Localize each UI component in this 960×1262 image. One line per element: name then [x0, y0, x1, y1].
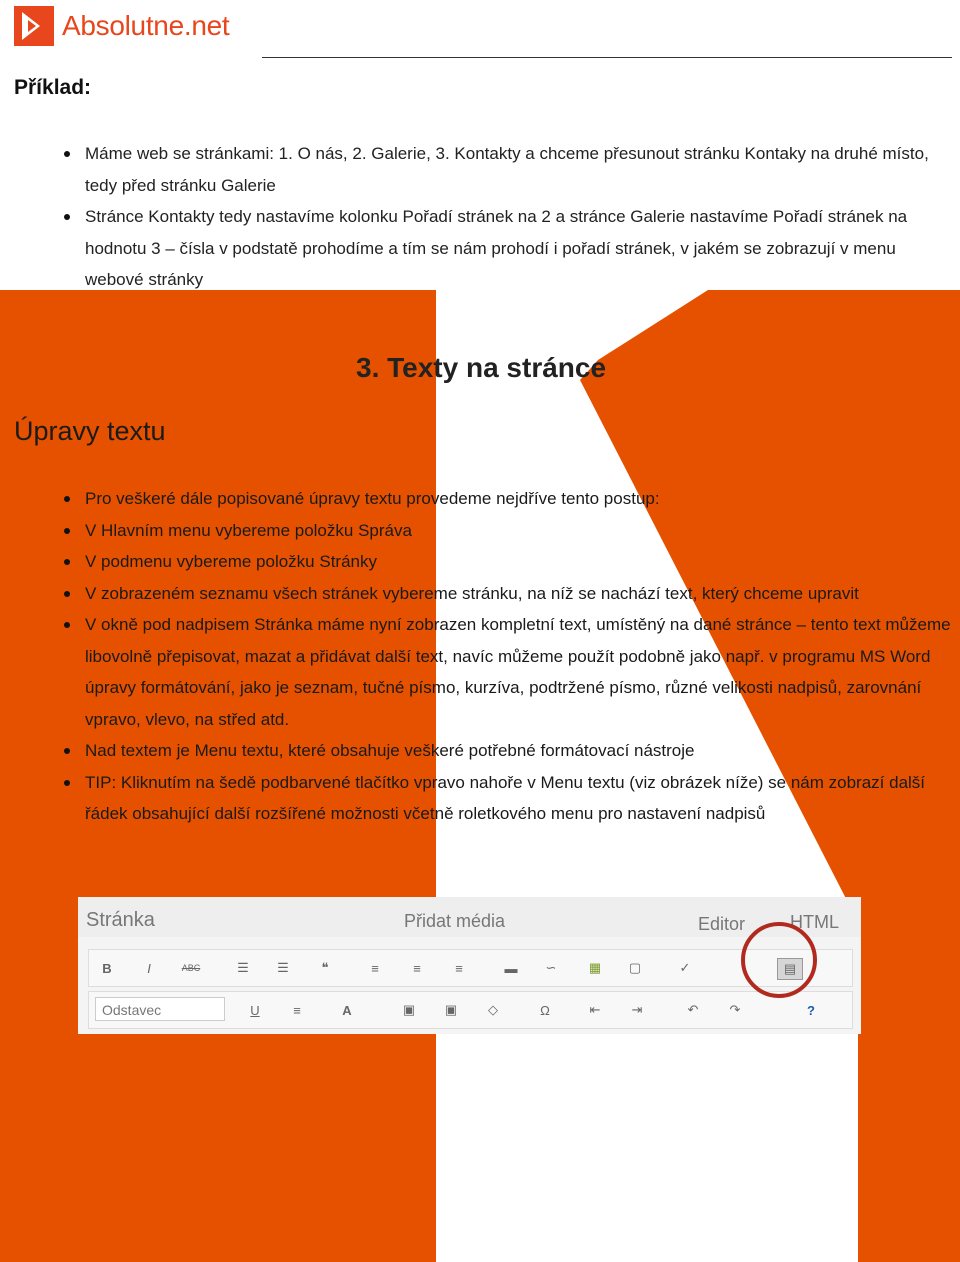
undo-icon[interactable]: ↶: [687, 1002, 699, 1017]
editor-tab[interactable]: Editor: [698, 914, 746, 934]
unlink-icon[interactable]: ∽: [545, 960, 557, 975]
html-tab[interactable]: HTML: [790, 912, 839, 932]
list-item: V zobrazeném seznamu všech stránek vybereme stránku, na níž se nachází text, který chceme upravit: [14, 578, 954, 610]
special-char-icon[interactable]: Ω: [540, 1002, 550, 1018]
add-media-button[interactable]: Přidat média: [404, 911, 506, 931]
italic-icon[interactable]: I: [147, 960, 151, 976]
highlight-circle: [741, 922, 817, 998]
list-item: V okně pod nadpisem Stránka máme nyní zobrazen kompletní text, umístěný na dané stránce – tento text můžeme libovolně přepisovat, mazat a přidávat další text, navíc můžeme použít podobně jako např. v programu MS Word úpravy formátování, jako je seznam, tučné písmo, kurzíva, podtržené písmo, různé velikosti nadpisů, zarovnání vpravo, vlevo, na střed atd.: [14, 609, 954, 735]
numbered-list-icon[interactable]: ☰: [277, 960, 289, 975]
text-editing-list: [14, 483, 954, 830]
justify-icon[interactable]: ≡: [293, 1002, 301, 1018]
blockquote-icon[interactable]: ❝: [321, 960, 329, 975]
editor-screenshot: [78, 897, 861, 1034]
example-heading: Příklad:: [14, 76, 92, 99]
align-center-icon[interactable]: ≡: [413, 960, 421, 976]
absolutne-logo-icon: [14, 6, 54, 46]
outdent-icon[interactable]: ⇤: [589, 1002, 601, 1017]
align-left-icon[interactable]: ≡: [371, 960, 379, 976]
brand-name: Absolutne.net: [62, 10, 230, 41]
paste-word-icon[interactable]: ▣: [444, 1002, 458, 1017]
header-rule: [262, 57, 952, 58]
remove-format-icon[interactable]: ◇: [488, 1002, 498, 1017]
list-item: V Hlavním menu vybereme položku Správa: [14, 515, 954, 547]
bold-icon[interactable]: B: [102, 960, 112, 976]
editor-page-label: Stránka: [86, 909, 155, 931]
section-number-title: 3. Texty na stránce: [356, 352, 607, 383]
strikethrough-icon[interactable]: ABC: [181, 963, 201, 973]
list-item: Máme web se stránkami: 1. O nás, 2. Galerie, 3. Kontakty a chceme přesunout stránku Kontaky na druhé místo, tedy před stránku Galerie: [14, 138, 954, 201]
help-icon[interactable]: ?: [807, 1002, 815, 1018]
format-select[interactable]: Odstavec: [95, 997, 225, 1021]
insert-more-icon[interactable]: ▦: [588, 960, 602, 975]
align-right-icon[interactable]: ≡: [455, 960, 463, 976]
list-item: Stránce Kontakty tedy nastavíme kolonku Pořadí stránek na 2 a stránce Galerie nastavíme Pořadí stránek na hodnotu 3 – čísla v podstatě prohodíme a tím se nám prohodí i pořadí stránek, v jakém se zobrazují v menu webové stránky: [14, 201, 954, 296]
indent-icon[interactable]: ⇥: [631, 1002, 643, 1017]
list-item: V podmenu vybereme položku Stránky: [14, 546, 954, 578]
list-item: TIP: Kliknutím na šedě podbarvené tlačítko vpravo nahoře v Menu textu (viz obrázek níže) se nám zobrazí další řádek obsahující další rozšířené možnosti včetně roletkového menu pro nastavení nadpisů: [14, 767, 954, 830]
section-title: Úpravy textu: [14, 416, 166, 446]
spellcheck-icon[interactable]: ✓: [679, 960, 691, 975]
editor-toolbar-row2: [88, 991, 853, 1029]
redo-icon[interactable]: ↷: [729, 1002, 741, 1017]
link-icon[interactable]: ▬: [504, 960, 518, 976]
brand-logo[interactable]: [14, 6, 229, 46]
list-item: Nad textem je Menu textu, které obsahuje veškeré potřebné formátovací nástroje: [14, 735, 954, 767]
list-item: Pro veškeré dále popisované úpravy textu provedeme nejdříve tento postup:: [14, 483, 954, 515]
paste-text-icon[interactable]: ▣: [402, 1002, 416, 1017]
example-list: [14, 138, 954, 296]
text-color-icon[interactable]: A: [342, 1002, 352, 1018]
editor-toolbar-row1: [88, 949, 853, 987]
fullscreen-icon[interactable]: ▢: [628, 960, 642, 975]
kitchen-sink-icon[interactable]: ▤: [777, 958, 803, 980]
bullet-list-icon[interactable]: ☰: [237, 960, 249, 975]
underline-icon[interactable]: U: [250, 1002, 260, 1018]
